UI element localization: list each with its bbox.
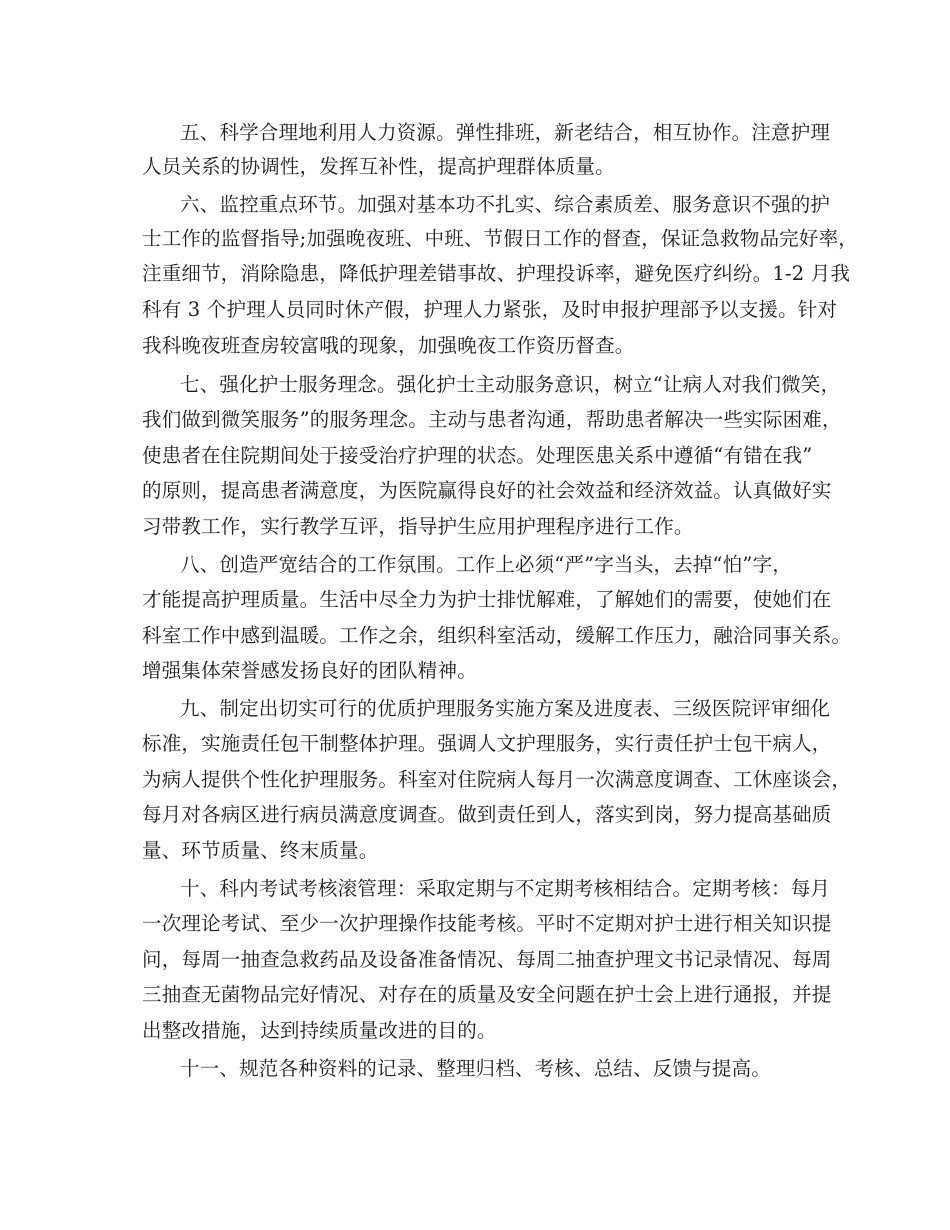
text-line: 增强集体荣誉感发扬良好的团队精神。 [142,659,477,682]
text-line: 士工作的监督指导;加强晚夜班、中班、节假日工作的督查，保证急救物品完好率， [142,227,858,250]
text-line: 的原则，提高患者满意度，为医院赢得良好的社会效益和经济效益。认真做好实 [142,479,832,502]
text-line: 科室工作中感到温暖。工作之余，组织科室活动，缓解工作压力，融洽同事关系。 [142,624,852,647]
text-line: 注重细节，消除隐患，降低护理差错事故、护理投诉率，避免医疗纠纷。1-2 月我 [142,262,851,285]
text-line: 量、环节质量、终末质量。 [142,839,379,862]
text-line: 每月对各病区进行病员满意度调查。做到责任到人，落实到岗，努力提高基础质 [142,803,832,826]
text-line: 我们做到微笑服务”的服务理念。主动与患者沟通，帮助患者解决一些实际困难， [142,408,842,431]
text-line: 人员关系的协调性，发挥互补性，提高护理群体质量。 [142,155,615,178]
text-line: 习带教工作，实行教学互评，指导护生应用护理程序进行工作。 [142,515,694,538]
text-line: 为病人提供个性化护理服务。科室对住院病人每月一次满意度调查、工休座谈会， [142,768,852,791]
text-line: 问，每周一抽查急救药品及设备准备情况、每周二抽查护理文书记录情况、每周 [142,948,832,971]
text-line: 标准，实施责任包干制整体护理。强调人文护理服务，实行责任护士包干病人， [142,732,832,755]
text-line: 五、科学合理地利用人力资源。弹性排班，新老结合，相互协作。注意护理 [180,121,831,144]
text-line: 出整改措施，达到持续质量改进的目的。 [142,1019,497,1042]
text-line: 六、监控重点环节。加强对基本功不扎实、综合素质差、服务意识不强的护 [180,193,831,216]
text-line: 科有 3 个护理人员同时休产假，护理人力紧张，及时申报护理部予以支援。针对 [142,298,838,321]
text-line: 一次理论考试、至少一次护理操作技能考核。平时不定期对护士进行相关知识提 [142,912,832,935]
text-line: 使患者在住院期间处于接受治疗护理的状态。处理医患关系中遵循“有错在我” [142,444,813,467]
text-line: 十、科内考试考核滚管理：采取定期与不定期考核相结合。定期考核：每月 [180,877,831,900]
text-line: 八、创造严宽结合的工作氛围。工作上必须“严”字当头，去掉“怕”字， [180,553,792,576]
text-line: 我科晚夜班查房较富哦的现象，加强晚夜工作资历督查。 [142,334,635,357]
text-line: 十一、规范各种资料的记录、整理归档、考核、总结、反馈与提高。 [180,1057,772,1080]
text-line: 七、强化护士服务理念。强化护士主动服务意识，树立“让病人对我们微笑， [180,373,841,396]
text-line: 才能提高护理质量。生活中尽全力为护士排忧解难，了解她们的需要，使她们在 [142,588,832,611]
text-line: 九、制定出切实可行的优质护理服务实施方案及进度表、三级医院评审细化 [180,697,831,720]
text-line: 三抽查无菌物品完好情况、对存在的质量及安全问题在护士会上进行通报，并提 [142,983,832,1006]
